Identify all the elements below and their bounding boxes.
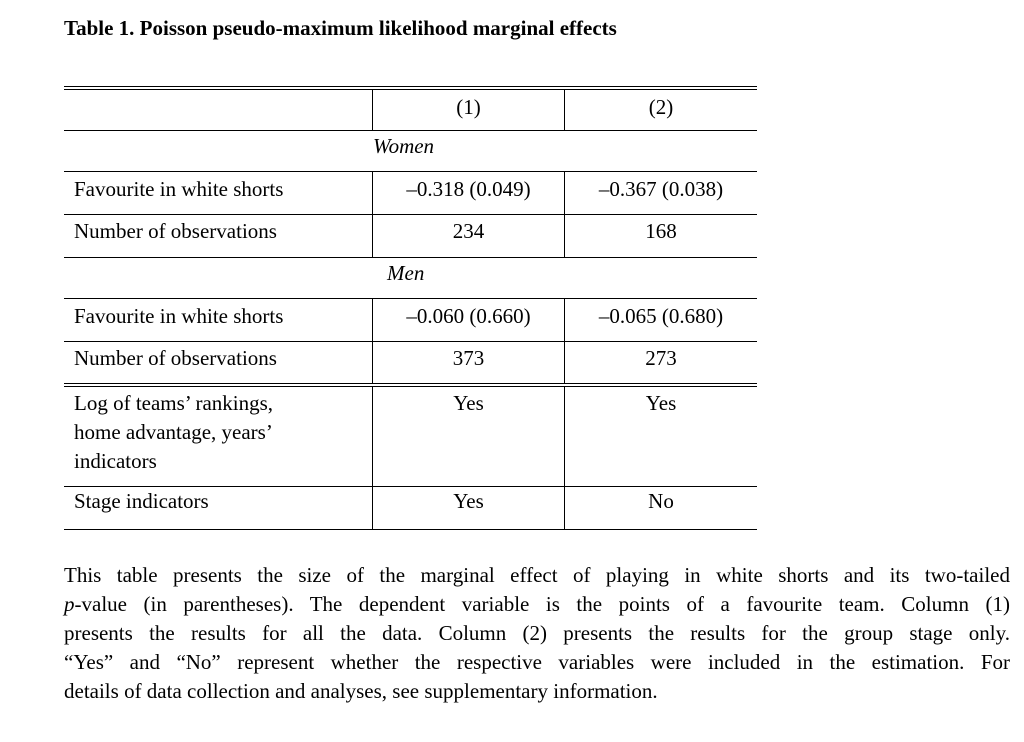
- cell-col2-text: 168: [645, 219, 677, 243]
- row-label-line: home advantage, years’: [74, 420, 273, 444]
- table-row: [64, 172, 757, 214]
- double-rule: [64, 383, 757, 384]
- cell-col1: [372, 299, 564, 341]
- cell-col2-text: –0.367 (0.038): [598, 177, 724, 201]
- cell-col2: [564, 215, 757, 257]
- cell-col1-text: 373: [452, 346, 485, 370]
- cell-col2: [564, 487, 757, 529]
- column-header-1-text: (1): [456, 95, 481, 119]
- column-header-2: [564, 90, 757, 130]
- cell-col1: [372, 172, 564, 214]
- cell-col2: [564, 342, 757, 383]
- cell-col2-text: No: [648, 489, 674, 513]
- note-line: details of data collection and analyses, see supplementary information.: [64, 679, 658, 703]
- row-label: [64, 172, 372, 214]
- note-line: [64, 590, 1010, 619]
- column-header-1: [372, 90, 564, 130]
- cell-col1: [372, 387, 564, 486]
- section-men: [64, 258, 757, 298]
- cell-col2: [564, 387, 757, 486]
- row-label-line: indicators: [74, 449, 157, 473]
- cell-col2-text: –0.065 (0.680): [598, 304, 724, 328]
- cell-col1-text: 234: [452, 219, 485, 243]
- row-label: [64, 487, 372, 529]
- table-title: Table 1. Poisson pseudo-maximum likelihood marginal effects: [64, 16, 617, 40]
- table-note: [64, 561, 1010, 706]
- row-label: [64, 299, 372, 341]
- row-label: [64, 215, 372, 257]
- column-header-2-text: (2): [648, 95, 674, 119]
- table-row: [64, 299, 757, 341]
- row-label-text: Favourite in white shorts: [74, 304, 284, 328]
- cell-col1-text: Yes: [453, 489, 484, 513]
- bottom-rule: [64, 529, 757, 530]
- header-row: [64, 90, 757, 130]
- note-line: This table presents the size of the marginal effect of playing in white shorts and its two-tailed: [64, 563, 1010, 587]
- row-label-line: Log of teams’ rankings,: [74, 391, 274, 415]
- cell-col1-text: –0.060 (0.660): [406, 304, 531, 328]
- table-row: [64, 215, 757, 257]
- section-men-label: Men: [387, 261, 425, 285]
- top-rule: [64, 86, 757, 87]
- note-p-italic: p: [64, 592, 75, 616]
- note-line-rest: -value (in parentheses). The dependent variable is the points of a favourite team. Column (1): [74, 592, 1010, 616]
- note-line: presents the results for all the data. Column (2) presents the results for the group stage only.: [64, 621, 1010, 645]
- header-label-cell: [64, 90, 372, 130]
- table-row: [64, 342, 757, 383]
- table-row: [64, 387, 757, 486]
- note-line: “Yes” and “No” represent whether the respective variables were included in the estimation. For: [64, 650, 1010, 674]
- cell-col1: [372, 342, 564, 383]
- section-women-label: Women: [373, 134, 435, 158]
- cell-col2: [564, 172, 757, 214]
- cell-col1-text: Yes: [453, 391, 484, 415]
- cell-col2: [564, 299, 757, 341]
- row-label-text: Number of observations: [74, 346, 277, 370]
- cell-col2-text: Yes: [645, 391, 677, 415]
- row-label: [64, 342, 372, 383]
- cell-col1-text: –0.318 (0.049): [406, 177, 531, 201]
- row-label: [64, 387, 372, 486]
- row-label-text: Favourite in white shorts: [74, 177, 284, 201]
- cell-col1: [372, 487, 564, 529]
- row-label-text: Number of observations: [74, 219, 277, 243]
- cell-col2-text: 273: [645, 346, 677, 370]
- section-women: [64, 131, 757, 171]
- table-row: [64, 487, 757, 529]
- row-label-text: Stage indicators: [74, 489, 209, 513]
- cell-col1: [372, 215, 564, 257]
